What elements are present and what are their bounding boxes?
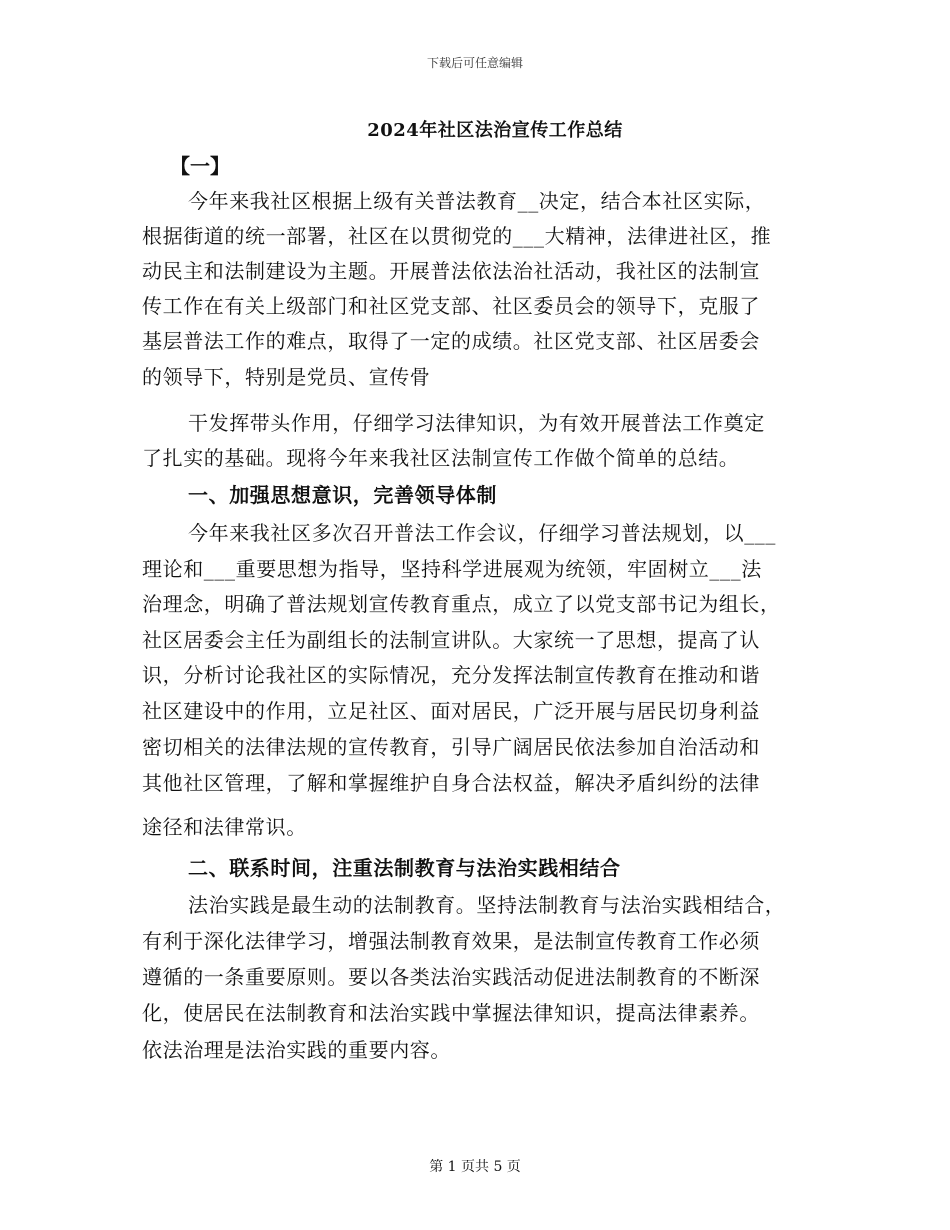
- body-line: 治理念，明确了普法规划宣传教育重点，成立了以党支部书记为组长，: [142, 592, 781, 616]
- body-line: 动民主和法制建设为主题。开展普法依法治社活动，我社区的法制宣: [142, 259, 760, 283]
- section-heading: 一、加强思想意识，完善领导体制: [188, 483, 497, 507]
- body-line: 基层普法工作的难点，取得了一定的成绩。社区党支部、社区居委会: [142, 329, 760, 353]
- body-line: 传工作在有关上级部门和社区党支部、社区委员会的领导下，克服了: [142, 294, 760, 318]
- body-line: 根据街道的统一部署，社区在以贯彻党的___大精神，法律进社区，推: [142, 224, 772, 248]
- body-line: 有利于深化法律学习，增强法制教育效果，是法制宣传教育工作必须: [142, 929, 760, 953]
- body-line: 今年来我社区根据上级有关普法教育__决定，结合本社区实际，: [188, 189, 766, 213]
- body-line: 理论和___重要思想为指导，坚持科学进展观为统领，牢固树立___法: [142, 557, 762, 581]
- section-heading: 二、联系时间，注重法制教育与法治实践相结合: [188, 856, 621, 880]
- header-note: 下载后可任意编辑: [426, 56, 523, 70]
- body-line: 密切相关的法律法规的宣传教育，引导广阔居民依法参加自治活动和: [142, 735, 760, 759]
- body-line: 的领导下，特别是党员、宣传骨: [142, 365, 431, 389]
- body-line: 干发挥带头作用，仔细学习法律知识，为有效开展普法工作奠定: [188, 411, 765, 435]
- document-title: 2024年社区法治宣传工作总结: [367, 120, 623, 141]
- body-line: 化，使居民在法制教育和法治实践中掌握法律知识，提高法律素养。: [142, 1001, 760, 1025]
- body-line: 途径和法律常识。: [142, 815, 307, 839]
- body-line: 今年来我社区多次召开普法工作会议，仔细学习普法规划，以___: [188, 521, 776, 545]
- body-line: 识，分析讨论我社区的实际情况，充分发挥法制宣传教育在推动和谐: [142, 663, 760, 687]
- body-line: 社区居委会主任为副组长的法制宣讲队。大家统一了思想，提高了认: [142, 628, 760, 652]
- body-line: 其他社区管理，了解和掌握维护自身合法权益，解决矛盾纠纷的法律: [142, 771, 760, 795]
- section-mark: 【一】: [170, 154, 230, 178]
- body-line: 法治实践是最生动的法制教育。坚持法制教育与法治实践相结合，: [188, 893, 786, 917]
- body-line: 了扎实的基础。现将今年来我社区法制宣传工作做个简单的总结。: [142, 446, 740, 470]
- body-line: 遵循的一条重要原则。要以各类法治实践活动促进法制教育的不断深: [142, 965, 760, 989]
- body-line: 社区建设中的作用，立足社区、面对居民，广泛开展与居民切身利益: [142, 699, 760, 723]
- page-number-footer: 第 1 页共 5 页: [429, 1159, 521, 1175]
- body-line: 依法治理是法治实践的重要内容。: [142, 1038, 451, 1062]
